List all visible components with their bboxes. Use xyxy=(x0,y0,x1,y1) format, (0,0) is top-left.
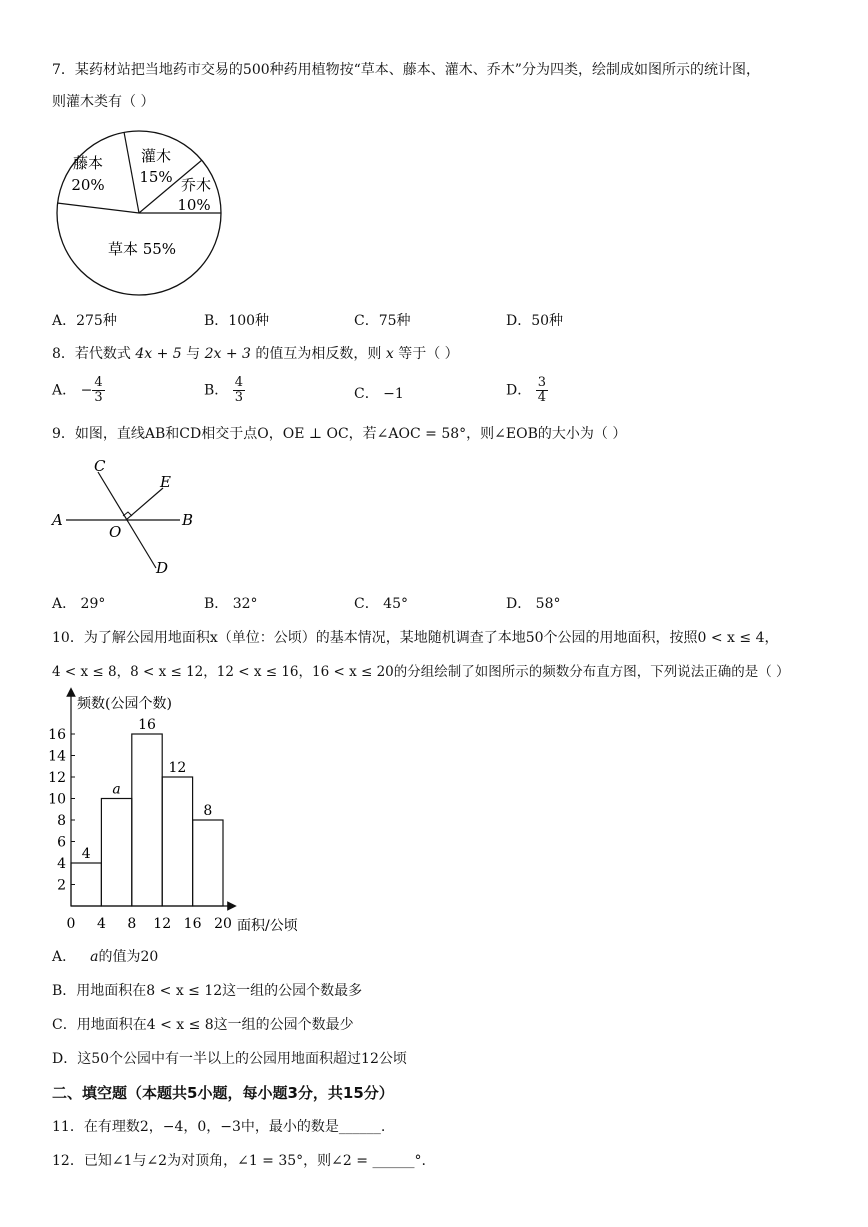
point-b-label: B xyxy=(182,511,194,529)
pie-divider-caoben-tengben xyxy=(57,203,139,213)
histogram-x-label: 面积/公顷 xyxy=(237,918,298,934)
x-tick-label: 12 xyxy=(153,916,172,932)
q8-expr2: 2x + 3 xyxy=(204,346,251,362)
q8-stem-end: 等于（ ） xyxy=(398,346,459,362)
section-2-title: 二、填空题（本题共5小题，每小题3分，共15分） xyxy=(52,1084,394,1102)
q8-option-a-label: A． xyxy=(52,382,77,399)
histogram-bar-label: 12 xyxy=(168,760,187,776)
q9-figure xyxy=(48,455,208,585)
pie-label-qiaomu-name: 乔木 xyxy=(180,176,212,194)
point-c-label: C xyxy=(94,457,106,475)
y-tick-label: 14 xyxy=(48,748,66,765)
pie-chart xyxy=(50,128,230,308)
q8-option-a-fraction: $\frac{4}{3}$ xyxy=(94,375,103,405)
q7-option-a[interactable]: A．275种 xyxy=(52,313,117,329)
y-tick-label: 6 xyxy=(57,834,66,851)
q12-stem: 12．已知∠1与∠2为对顶角，∠1 = 35°，则∠2 = ______°. xyxy=(52,1153,426,1169)
q9-option-c[interactable]: C． 45° xyxy=(354,596,408,612)
q9-option-d[interactable]: D． 58° xyxy=(506,596,561,612)
q10-option-a-text: 的值为20 xyxy=(98,949,159,965)
q10-option-d[interactable]: D．这50个公园中有一半以上的公园用地面积超过12公顷 xyxy=(52,1051,407,1067)
point-o-label: O xyxy=(109,523,122,541)
q7-stem-line1: 7．某药材站把当地药市交易的500种药用植物按“草本、藤本、灌木、乔木”分为四类，绘制成如图所示的统计图， xyxy=(52,62,760,78)
pie-label-caoben: 草本 55% xyxy=(107,240,177,258)
histogram-bar-label: 16 xyxy=(138,717,156,733)
x-tick-label: 0 xyxy=(66,916,76,932)
histogram xyxy=(50,688,330,938)
q8-option-d-label: D． xyxy=(506,382,532,399)
histogram-bar-label: a xyxy=(112,781,121,798)
x-tick-label: 8 xyxy=(127,916,137,932)
histogram-bar xyxy=(101,799,131,907)
q8-stem-mid: 与 xyxy=(186,346,201,362)
pie-label-tengben-pct: 20% xyxy=(71,176,105,194)
q8-option-d-fraction: $\frac{3}{4}$ xyxy=(537,375,546,405)
histogram-bar-label: 4 xyxy=(81,846,91,862)
q8-var: x xyxy=(385,346,394,362)
y-tick-label: 12 xyxy=(48,770,66,786)
q10-stem-line1: 10．为了解公园用地面积x（单位：公顷）的基本情况，某地随机调查了本地50个公园的用地面积，按照0 < x ≤ 4， xyxy=(52,630,779,646)
q7-option-d[interactable]: D．50种 xyxy=(506,313,564,329)
pie-divider-tengben-guanmu xyxy=(124,132,139,213)
q10-stem-line2: 4 < x ≤ 8，8 < x ≤ 12，12 < x ≤ 16，16 < x ≤ 20的分组绘制了如图所示的频数分布直方图，下列说法正确的是（ ） xyxy=(52,664,790,680)
point-a-label: A xyxy=(52,511,63,529)
pie-label-guanmu-name: 灌木 xyxy=(140,147,172,165)
q8-stem-pre: 8．若代数式 xyxy=(52,346,131,362)
q10-option-c[interactable]: C．用地面积在4 < x ≤ 8这一组的公园个数最少 xyxy=(52,1017,354,1033)
y-tick-label: 10 xyxy=(48,791,66,808)
pie-label-qiaomu-pct: 10% xyxy=(177,196,211,214)
point-e-label: E xyxy=(160,473,171,491)
x-tick-label: 4 xyxy=(96,916,106,932)
q10-option-a[interactable]: A． a的值为20 xyxy=(52,949,159,965)
q8-option-b[interactable] xyxy=(204,376,245,405)
q7-option-c[interactable]: C．75种 xyxy=(354,313,411,329)
pie-label-guanmu-pct: 15% xyxy=(139,168,173,186)
q8-option-b-fraction: $\frac{4}{3}$ xyxy=(234,375,244,405)
q7-stem-line2: 则灌木类有（ ） xyxy=(52,94,155,110)
q8-expr1: 4x + 5 xyxy=(135,346,182,362)
q7-option-b[interactable]: B．100种 xyxy=(204,313,270,329)
histogram-y-label: 频数(公园个数) xyxy=(77,696,172,712)
y-tick-label: 8 xyxy=(57,813,66,829)
histogram-bar-label: 8 xyxy=(203,803,213,819)
q8-option-a[interactable] xyxy=(52,376,105,405)
histogram-bar xyxy=(132,734,162,906)
y-tick-label: 4 xyxy=(57,856,66,872)
q8-stem-post: 的值互为相反数，则 xyxy=(255,346,382,362)
histogram-bar xyxy=(71,863,101,906)
q9-stem: 9．如图，直线AB和CD相交于点O，OE ⊥ OC，若∠AOC = 58°，则∠EOB的大小为（ ） xyxy=(52,426,627,442)
q8-stem xyxy=(52,344,459,364)
x-tick-label: 16 xyxy=(183,916,202,932)
y-tick-label: 2 xyxy=(57,877,66,894)
q8-option-c[interactable]: C． −1 xyxy=(354,386,404,402)
histogram-bar xyxy=(162,777,192,906)
pie-label-tengben-name: 藤本 xyxy=(72,154,104,172)
q8-option-b-label: B． xyxy=(204,382,229,399)
x-tick-label: 20 xyxy=(214,916,232,932)
histogram-bar xyxy=(193,820,223,906)
q11-stem: 11．在有理数2，−4，0，−3中，最小的数是______. xyxy=(52,1119,386,1135)
point-d-label: D xyxy=(156,559,169,577)
q9-option-b[interactable]: B． 32° xyxy=(204,596,258,612)
q10-option-b[interactable]: B．用地面积在8 < x ≤ 12这一组的公园个数最多 xyxy=(52,983,363,999)
y-tick-label: 16 xyxy=(48,727,66,743)
q8-option-d[interactable] xyxy=(506,376,548,405)
q9-option-a[interactable]: A． 29° xyxy=(52,596,106,612)
q8-option-a-sign: − xyxy=(80,382,93,399)
